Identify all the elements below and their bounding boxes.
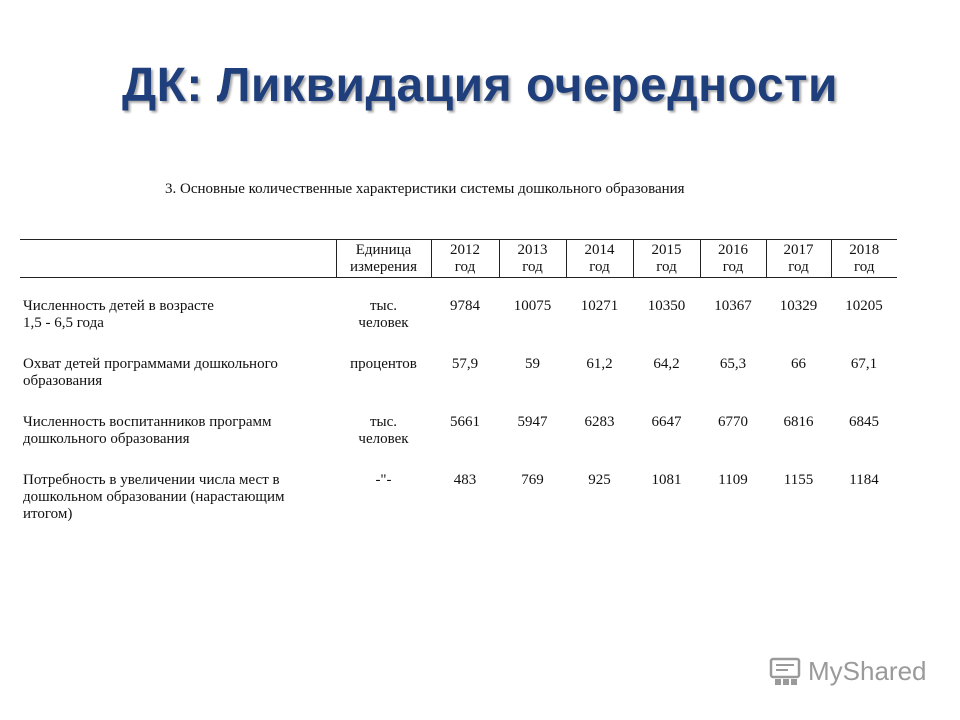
cell-value: 769 xyxy=(521,472,544,488)
cell-value: 1155 xyxy=(783,472,814,488)
watermark-text: MyShared xyxy=(808,656,927,686)
row-label-line: дошкольного образования xyxy=(23,431,190,447)
row-label xyxy=(20,414,336,448)
cell-value: 10205 xyxy=(845,298,883,314)
header-year-suffix: год xyxy=(522,259,543,275)
row-unit-line: человек xyxy=(358,315,409,331)
header-year xyxy=(831,240,897,278)
header-unit xyxy=(336,240,431,278)
header-year-value: 2012 xyxy=(450,242,480,258)
classroom-icon xyxy=(768,657,802,687)
cell-value: 6816 xyxy=(783,414,814,430)
slide-title: ДК: Ликвидация очередности xyxy=(121,59,839,112)
cell-value: 10271 xyxy=(580,298,619,314)
cell-value: 66 xyxy=(791,356,806,372)
gap-row xyxy=(20,390,897,414)
data-table xyxy=(20,239,897,523)
header-row xyxy=(20,240,897,278)
row-label xyxy=(20,356,336,390)
cell-value: 9784 xyxy=(450,298,480,314)
header-year-value: 2013 xyxy=(517,242,548,258)
cell-value: 1109 xyxy=(718,472,748,488)
row-label-line: Численность детей в возрасте xyxy=(23,298,214,314)
row-label-line: Численность воспитанников программ xyxy=(23,414,272,430)
header-year-suffix: год xyxy=(722,259,744,275)
row-label-line: Охват детей программами дошкольного xyxy=(23,356,278,372)
table-row xyxy=(20,298,897,332)
row-unit xyxy=(336,472,431,523)
cell-value: 61,2 xyxy=(586,356,613,372)
cell-value: 10329 xyxy=(779,298,818,314)
cell-value: 10350 xyxy=(647,298,686,314)
header-year-suffix: год xyxy=(854,259,875,275)
row-unit xyxy=(336,414,431,448)
header-year xyxy=(499,240,566,278)
cell-value: 1081 xyxy=(651,472,682,488)
header-year xyxy=(700,240,766,278)
cell-value: 65,3 xyxy=(719,356,747,372)
row-unit-line: -"- xyxy=(375,472,392,488)
row-label xyxy=(20,298,336,332)
watermark-logo xyxy=(768,656,927,687)
row-unit-line: человек xyxy=(358,431,409,447)
header-year xyxy=(566,240,633,278)
header-year xyxy=(766,240,831,278)
cell-value: 5947 xyxy=(517,414,548,430)
row-unit-line: тыс. xyxy=(369,298,398,314)
row-label-line: итогом) xyxy=(23,506,73,522)
header-year-value: 2014 xyxy=(584,242,615,258)
table-row xyxy=(20,414,897,448)
cell-value: 925 xyxy=(588,472,611,488)
cell-value: 6770 xyxy=(718,414,748,430)
header-year-suffix: год xyxy=(788,259,809,275)
header-year-suffix: год xyxy=(454,259,476,275)
row-unit-line: процентов xyxy=(350,356,417,372)
cell-value: 6647 xyxy=(651,414,682,430)
table-row xyxy=(20,472,897,523)
header-year-value: 2017 xyxy=(783,242,814,258)
header-unit-line: измерения xyxy=(349,259,417,275)
row-unit-line: тыс. xyxy=(369,414,398,430)
header-year-suffix: год xyxy=(589,259,610,275)
spacer-row xyxy=(20,278,897,299)
cell-value: 6283 xyxy=(584,414,615,430)
cell-value: 5661 xyxy=(450,414,480,430)
cell-value: 59 xyxy=(525,356,540,372)
table-row xyxy=(20,356,897,390)
header-year-suffix: год xyxy=(656,259,677,275)
cell-value: 10367 xyxy=(714,298,752,314)
row-label-line: дошкольном образовании (нарастающим xyxy=(23,489,285,505)
row-label-line: 1,5 - 6,5 года xyxy=(23,315,104,331)
row-label-line: образования xyxy=(23,373,103,389)
row-unit xyxy=(336,356,431,390)
header-year-value: 2016 xyxy=(718,242,748,258)
row-label xyxy=(20,472,336,523)
cell-value: 57,9 xyxy=(451,356,479,372)
cell-value: 6845 xyxy=(849,414,879,430)
cell-value: 64,2 xyxy=(653,356,680,372)
cell-value: 1184 xyxy=(849,472,879,488)
cell-value: 483 xyxy=(453,472,477,488)
header-year-value: 2015 xyxy=(651,242,682,258)
header-year xyxy=(431,240,499,278)
row-unit xyxy=(336,298,431,332)
header-year-value: 2018 xyxy=(849,242,880,258)
gap-row xyxy=(20,332,897,356)
table-caption: 3. Основные количественные характеристики системы дошкольного образования xyxy=(165,181,685,197)
gap-row xyxy=(20,448,897,472)
header-unit-line: Единица xyxy=(355,242,412,258)
cell-value: 10075 xyxy=(513,298,552,314)
header-blank xyxy=(20,240,336,278)
cell-value: 67,1 xyxy=(850,356,878,372)
row-label-line: Потребность в увеличении числа мест в xyxy=(23,472,280,488)
header-year xyxy=(633,240,700,278)
